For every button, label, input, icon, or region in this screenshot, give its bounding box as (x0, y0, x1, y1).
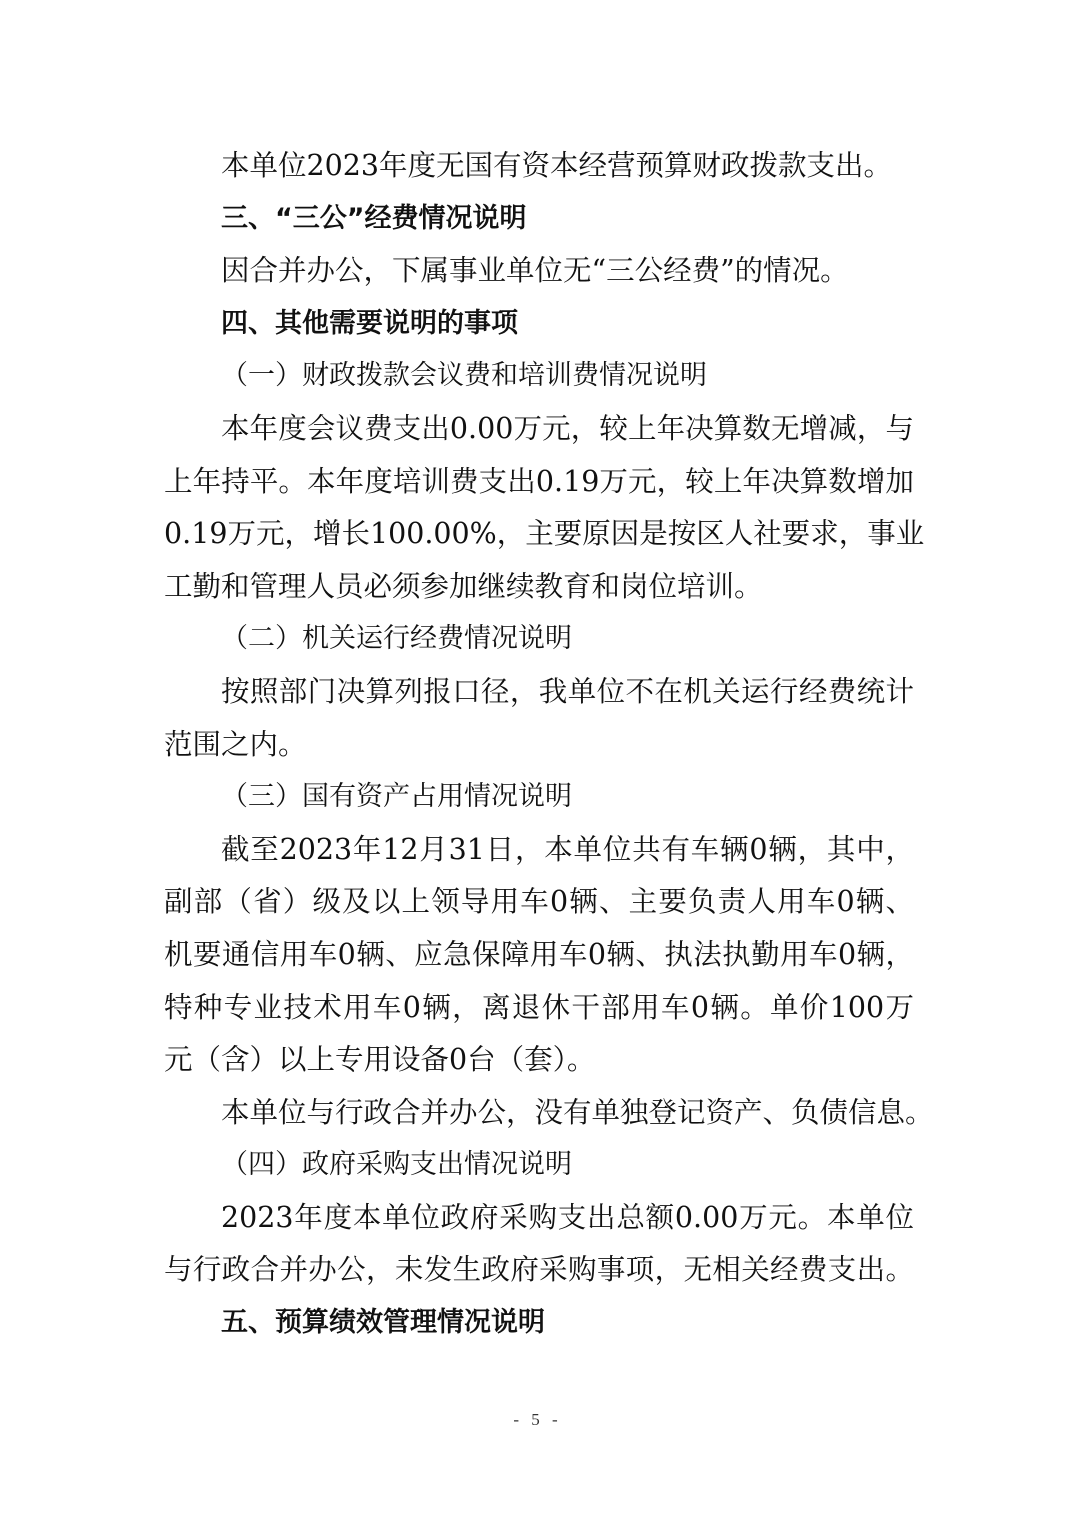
paragraph-line: 按照部门决算列报口径，我单位不在机关运行经费统计 (221, 674, 914, 708)
paragraph-line: 因合并办公，下属事业单位无“三公经费”的情况。 (221, 254, 849, 288)
paragraph-line: 机要通信用车0辆、应急保障用车0辆、执法执勤用车0辆， (164, 937, 914, 971)
page-number: - 5 - (513, 1410, 562, 1429)
section-heading-5: 五、预算绩效管理情况说明 (221, 1307, 545, 1339)
section-heading-3: 三、“三公”经费情况说明 (221, 202, 527, 234)
document-body (164, 140, 934, 1350)
paragraph-line: 特种专业技术用车0辆，离退休干部用车0辆。单价100万 (164, 990, 914, 1024)
paragraph-line: 工勤和管理人员必须参加继续教育和岗位培训。 (164, 569, 763, 603)
paragraph-line: 截至2023年12月31日，本单位共有车辆0辆，其中， (221, 832, 914, 866)
subsection-heading-1: （一）财政拨款会议费和培训费情况说明 (221, 360, 707, 392)
paragraph-line: 本单位2023年度无国有资本经营预算财政拨款支出。 (221, 149, 893, 182)
subsection-heading-2: （二）机关运行经费情况说明 (221, 623, 572, 655)
paragraph-line: 0.19万元，增长100.00%，主要原因是按区人社要求，事业 (164, 517, 925, 551)
paragraph-line: 上年持平。本年度培训费支出0.19万元，较上年决算数增加 (164, 464, 914, 498)
subsection-heading-4: （四）政府采购支出情况说明 (221, 1149, 572, 1181)
paragraph-line: 范围之内。 (164, 727, 307, 761)
paragraph-line: 2023年度本单位政府采购支出总额0.00万元。本单位 (221, 1200, 914, 1234)
paragraph-line: 本单位与行政合并办公，没有单独登记资产、负债信息。 (221, 1095, 934, 1129)
section-heading-4: 四、其他需要说明的事项 (221, 307, 518, 339)
paragraph-line: 副部（省）级及以上领导用车0辆、主要负责人用车0辆、 (164, 885, 914, 919)
paragraph-line: 与行政合并办公，未发生政府采购事项，无相关经费支出。 (164, 1253, 914, 1287)
paragraph-line: 元（含）以上专用设备0台（套）。 (164, 1043, 596, 1077)
paragraph-line: 本年度会议费支出0.00万元，较上年决算数无增减，与 (221, 411, 914, 445)
subsection-heading-3: （三）国有资产占用情况说明 (221, 781, 572, 813)
